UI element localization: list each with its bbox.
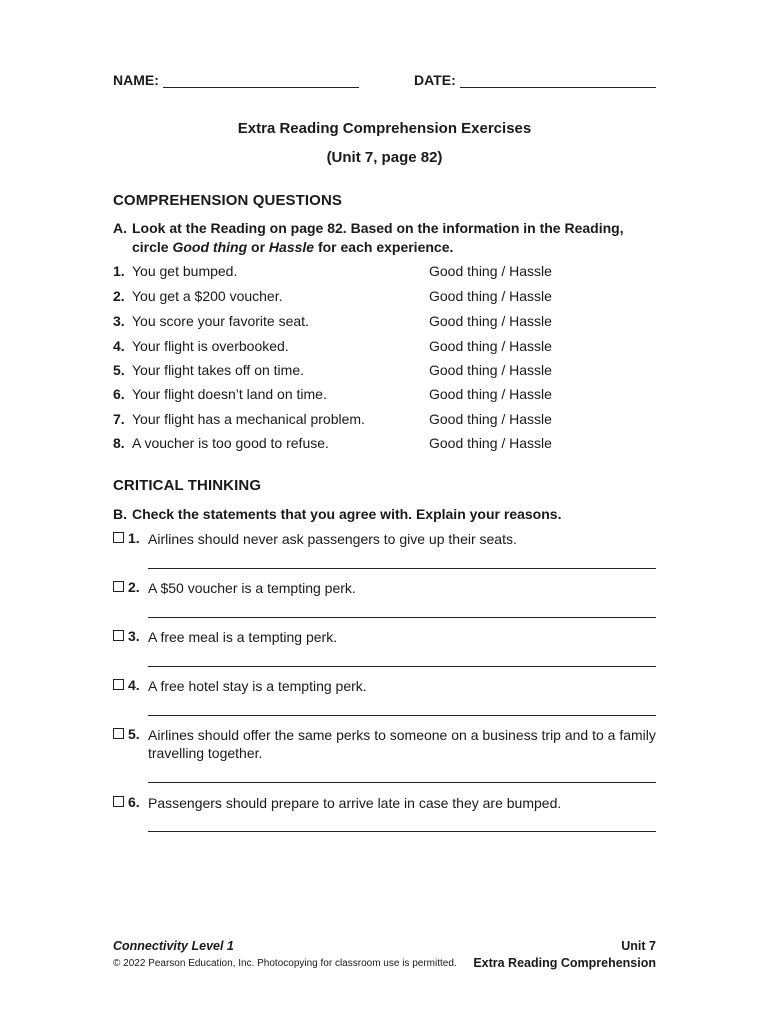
statement-number: 4. xyxy=(128,677,140,693)
statement-number: 1. xyxy=(128,530,140,546)
question-number: 2. xyxy=(113,288,125,304)
footer-section: Extra Reading Comprehension xyxy=(473,956,656,970)
date-field[interactable] xyxy=(414,72,656,88)
instruction-a-mid: or xyxy=(247,239,269,255)
instruction-a-em1: Good thing xyxy=(172,239,248,255)
name-label: NAME: xyxy=(113,72,159,88)
question-row xyxy=(113,411,656,431)
question-row xyxy=(113,386,656,406)
answer-line[interactable] xyxy=(148,715,656,716)
instruction-a-text xyxy=(132,219,652,257)
question-number: 7. xyxy=(113,411,125,427)
question-text: Your flight takes off on time. xyxy=(132,362,304,378)
question-number: 3. xyxy=(113,313,125,329)
statement-text: Airlines should offer the same perks to someone on a business trip and to a family travelling together. xyxy=(148,727,656,761)
question-row xyxy=(113,435,656,455)
answer-line[interactable] xyxy=(148,782,656,783)
footer-copyright: © 2022 Pearson Education, Inc. Photocopying for classroom use is permitted. xyxy=(113,958,457,969)
question-text: Your flight is overbooked. xyxy=(132,338,289,354)
statement-checkbox[interactable] xyxy=(113,796,124,807)
statement-text: A free meal is a tempting perk. xyxy=(148,629,338,645)
statement-checkbox[interactable] xyxy=(113,532,124,543)
question-row xyxy=(113,313,656,333)
question-text: Your flight has a mechanical problem. xyxy=(132,411,365,427)
answer-line[interactable] xyxy=(148,617,656,618)
question-row xyxy=(113,263,656,283)
statement-number: 5. xyxy=(128,726,140,742)
question-choice[interactable]: Good thing / Hassle xyxy=(429,411,552,427)
instruction-b-text: Check the statements that you agree with. Explain your reasons. xyxy=(132,506,562,522)
instruction-b-letter: B. xyxy=(113,506,127,522)
statement-checkbox[interactable] xyxy=(113,630,124,641)
question-text: Your flight doesn’t land on time. xyxy=(132,386,327,402)
question-choice[interactable]: Good thing / Hassle xyxy=(429,362,552,378)
worksheet-page xyxy=(113,0,656,1024)
statement-checkbox[interactable] xyxy=(113,728,124,739)
date-blank-line[interactable] xyxy=(460,73,656,88)
statement-checkbox[interactable] xyxy=(113,581,124,592)
critical-heading: CRITICAL THINKING xyxy=(113,477,262,494)
statement-text: A $50 voucher is a tempting perk. xyxy=(148,580,356,596)
question-number: 6. xyxy=(113,386,125,402)
page-title: Extra Reading Comprehension Exercises xyxy=(237,120,532,137)
question-choice[interactable]: Good thing / Hassle xyxy=(429,263,552,279)
comprehension-heading: COMPREHENSION QUESTIONS xyxy=(113,192,342,209)
statement-text: Passengers should prepare to arrive late in case they are bumped. xyxy=(148,795,562,811)
date-label: DATE: xyxy=(414,72,456,88)
question-number: 5. xyxy=(113,362,125,378)
instruction-a-pre: Look at the Reading on page 82. Based on the information in the Reading, circle xyxy=(132,220,624,255)
statement-checkbox[interactable] xyxy=(113,679,124,690)
instruction-a-post: for each experience. xyxy=(314,239,454,255)
statement-text: A free hotel stay is a tempting perk. xyxy=(148,678,367,694)
answer-line[interactable] xyxy=(148,568,656,569)
question-row xyxy=(113,338,656,358)
question-choice[interactable]: Good thing / Hassle xyxy=(429,313,552,329)
question-number: 1. xyxy=(113,263,125,279)
question-number: 4. xyxy=(113,338,125,354)
page-subtitle: (Unit 7, page 82) xyxy=(326,149,443,166)
footer-unit: Unit 7 xyxy=(621,939,656,953)
question-text: You get bumped. xyxy=(132,263,238,279)
statement-number: 6. xyxy=(128,794,140,810)
statement-number: 3. xyxy=(128,628,140,644)
question-text: You get a $200 voucher. xyxy=(132,288,283,304)
question-number: 8. xyxy=(113,435,125,451)
name-field[interactable] xyxy=(113,72,359,88)
footer-book-title: Connectivity Level 1 xyxy=(113,939,234,953)
question-row xyxy=(113,362,656,382)
question-choice[interactable]: Good thing / Hassle xyxy=(429,288,552,304)
question-choice[interactable]: Good thing / Hassle xyxy=(429,435,552,451)
answer-line[interactable] xyxy=(148,666,656,667)
question-row xyxy=(113,288,656,308)
question-text: You score your favorite seat. xyxy=(132,313,309,329)
question-choice[interactable]: Good thing / Hassle xyxy=(429,386,552,402)
answer-line[interactable] xyxy=(148,831,656,832)
name-blank-line[interactable] xyxy=(163,73,359,88)
header-row xyxy=(113,72,656,90)
instruction-a-em2: Hassle xyxy=(268,239,315,255)
question-choice[interactable]: Good thing / Hassle xyxy=(429,338,552,354)
question-text: A voucher is too good to refuse. xyxy=(132,435,329,451)
instruction-a-letter: A. xyxy=(113,220,127,236)
statement-number: 2. xyxy=(128,579,140,595)
statement-text: Airlines should never ask passengers to give up their seats. xyxy=(148,531,517,547)
